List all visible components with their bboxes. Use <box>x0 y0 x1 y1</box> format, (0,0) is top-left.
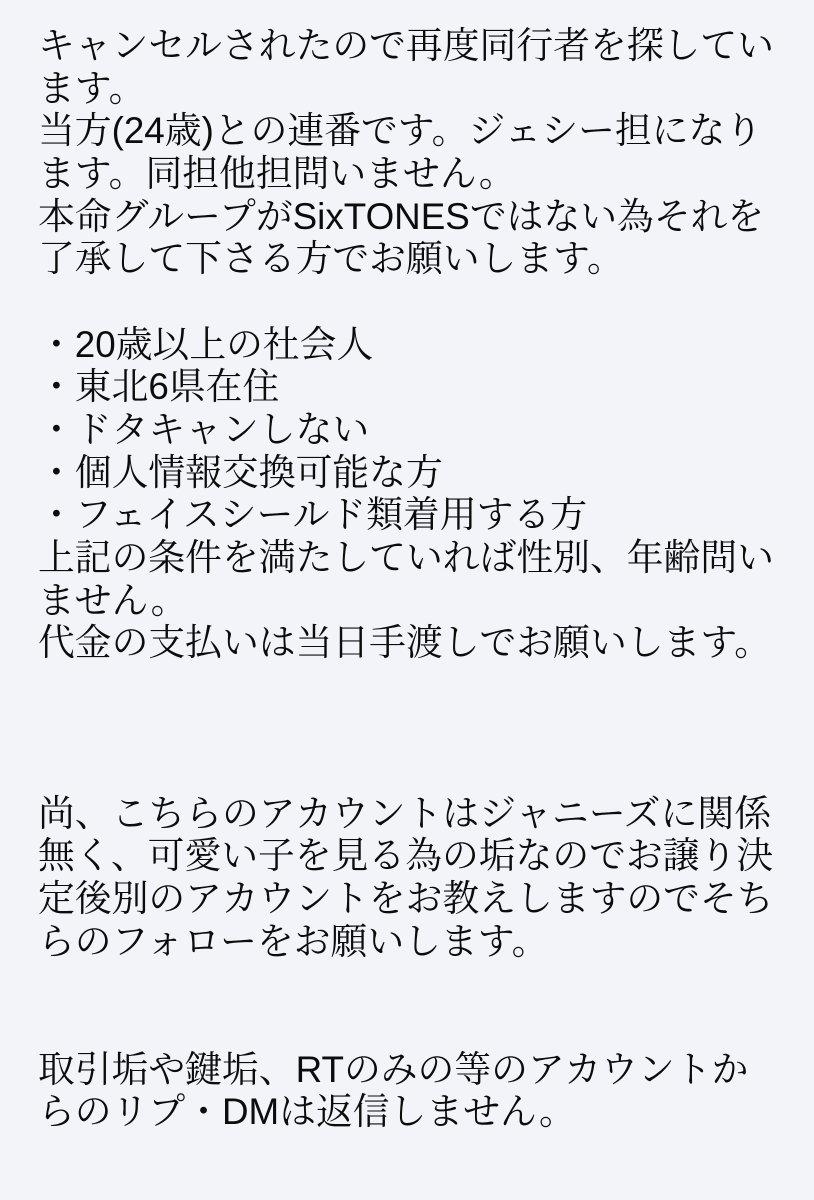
blank-line <box>38 750 784 793</box>
blank-line <box>38 1006 784 1049</box>
notice-text-body <box>38 25 784 1134</box>
blank-line <box>38 708 784 751</box>
text-line: 取引垢や鍵垢、RTのみの等のアカウントか <box>38 1048 749 1090</box>
bullet-line: ・ドタキャンしない <box>38 408 370 450</box>
text-line: キャンセルされたので再度同行者を探してい <box>38 25 774 66</box>
blank-line <box>38 963 784 1006</box>
text-line: 当方(24歳)との連番です。ジェシー担になり <box>38 110 763 152</box>
text-line: 代金の支払いは当日手渡しでお願いします。 <box>38 622 771 664</box>
text-line: 上記の条件を満たしていれば性別、年齢問い <box>38 536 774 578</box>
bullet-line: ・フェイスシールド類着用する方 <box>38 494 588 536</box>
bullet-line: ・20歳以上の社会人 <box>38 323 374 365</box>
bullet-line: ・東北6県在住 <box>38 366 280 408</box>
blank-line <box>38 281 784 324</box>
text-line: 本命グループがSixTONESではない為それを <box>38 195 765 237</box>
text-line: らのリプ・DMは返信しません。 <box>38 1091 576 1133</box>
text-line: ません。 <box>38 579 188 621</box>
bullet-line: ・個人情報交換可能な方 <box>38 451 443 493</box>
text-line: 無く、可愛い子を見る為の垢なのでお譲り決 <box>38 835 774 877</box>
text-line: らのフォローをお願いします。 <box>38 920 549 962</box>
text-line: ます。 <box>38 67 146 109</box>
blank-line <box>38 665 784 708</box>
text-line: ます。同担他担問いません。 <box>38 152 516 194</box>
text-line: 了承して下さる方でお願いします。 <box>38 238 624 280</box>
text-line: 定後別のアカウントをお教えしますのでそち <box>38 878 774 920</box>
text-line: 尚、こちらのアカウントはジャニーズに関係 <box>38 792 771 834</box>
